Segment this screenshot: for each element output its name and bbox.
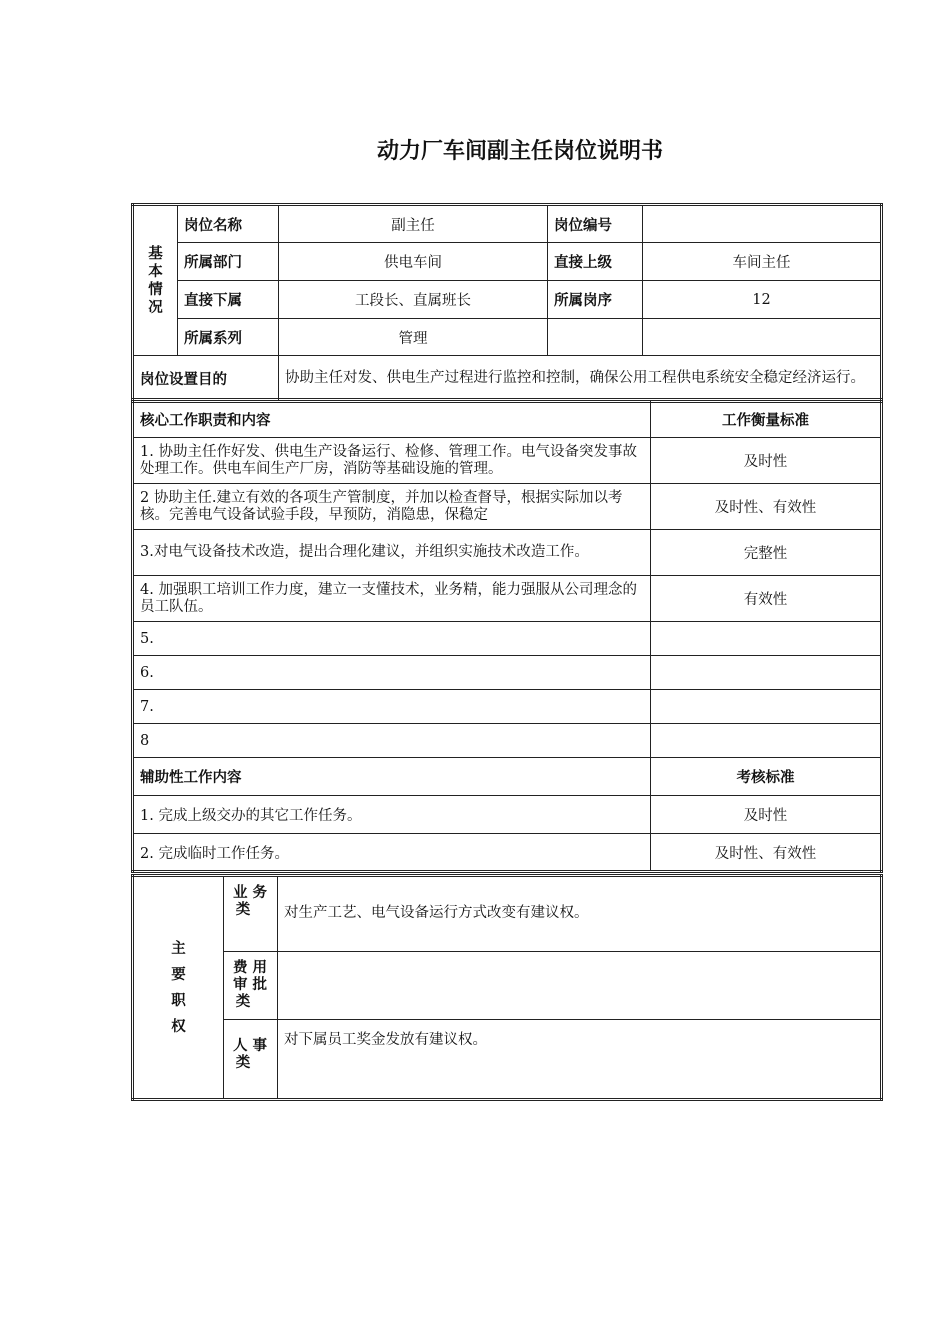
core-item-text: 3.对电气设备技术改造，提出合理化建议，并组织实施技术改造工作。 bbox=[133, 530, 651, 576]
core-item-text: 6. bbox=[133, 656, 651, 690]
field-label: 所属岗序 bbox=[548, 281, 643, 319]
core-item-row bbox=[133, 438, 882, 484]
field-value bbox=[643, 319, 882, 356]
authority-text bbox=[278, 952, 882, 1020]
authority-table bbox=[131, 874, 883, 1101]
core-item-text: 7. bbox=[133, 690, 651, 724]
field-label: 所属系列 bbox=[178, 319, 279, 356]
basic-row bbox=[133, 243, 882, 281]
basic-row bbox=[133, 281, 882, 319]
duties-table bbox=[131, 398, 883, 873]
field-label: 直接下属 bbox=[178, 281, 279, 319]
core-item-row bbox=[133, 690, 882, 724]
core-item-text: 8 bbox=[133, 724, 651, 758]
field-label: 岗位名称 bbox=[178, 205, 279, 243]
field-value bbox=[643, 205, 882, 243]
aux-header: 辅助性工作内容 bbox=[133, 758, 651, 796]
core-header-row bbox=[133, 400, 882, 438]
field-value: 副主任 bbox=[279, 205, 548, 243]
core-header: 核心工作职责和内容 bbox=[133, 400, 651, 438]
authority-section-label: 主 要 职 权 bbox=[133, 876, 224, 1100]
field-value: 管理 bbox=[279, 319, 548, 356]
authority-text: 对下属员工奖金发放有建议权。 bbox=[278, 1020, 882, 1100]
core-item-text: 4. 加强职工培训工作力度，建立一支懂技术，业务精，能力强服从公司理念的员工队伍。 bbox=[133, 576, 651, 622]
field-label: 直接上级 bbox=[548, 243, 643, 281]
core-item-row bbox=[133, 530, 882, 576]
basic-row bbox=[133, 205, 882, 243]
purpose-row bbox=[133, 356, 882, 402]
field-label bbox=[548, 319, 643, 356]
basic-section-label: 基 本 情 况 bbox=[133, 205, 178, 356]
core-item-row bbox=[133, 656, 882, 690]
core-item-standard bbox=[651, 656, 882, 690]
authority-row bbox=[133, 952, 882, 1020]
basic-info-table bbox=[131, 203, 883, 403]
purpose-label: 岗位设置目的 bbox=[133, 356, 279, 402]
core-item-standard: 有效性 bbox=[651, 576, 882, 622]
aux-item-standard: 及时性 bbox=[651, 796, 882, 834]
core-item-row bbox=[133, 484, 882, 530]
aux-item-text: 1. 完成上级交办的其它工作任务。 bbox=[133, 796, 651, 834]
aux-item-text: 2. 完成临时工作任务。 bbox=[133, 834, 651, 872]
field-value: 12 bbox=[643, 281, 882, 319]
core-item-row bbox=[133, 622, 882, 656]
authority-category: 人 事 类 bbox=[224, 1020, 278, 1100]
core-item-text: 2 协助主任.建立有效的各项生产管制度，并加以检查督导，根据实际加以考核。完善电气设备试验手段，早预防，消隐患，保稳定 bbox=[133, 484, 651, 530]
core-item-standard: 及时性 bbox=[651, 438, 882, 484]
aux-standard-header: 考核标准 bbox=[651, 758, 882, 796]
core-item-row bbox=[133, 724, 882, 758]
aux-item-row bbox=[133, 796, 882, 834]
field-value: 工段长、直属班长 bbox=[279, 281, 548, 319]
field-value: 车间主任 bbox=[643, 243, 882, 281]
page-title: 动力厂车间副主任岗位说明书 bbox=[376, 139, 663, 164]
core-item-row bbox=[133, 576, 882, 622]
core-item-standard: 完整性 bbox=[651, 530, 882, 576]
core-item-text: 5. bbox=[133, 622, 651, 656]
core-item-standard bbox=[651, 690, 882, 724]
aux-item-standard: 及时性、有效性 bbox=[651, 834, 882, 872]
authority-text: 对生产工艺、电气设备运行方式改变有建议权。 bbox=[278, 876, 882, 952]
core-item-standard bbox=[651, 622, 882, 656]
purpose-text: 协助主任对发、供电生产过程进行监控和控制，确保公用工程供电系统安全稳定经济运行。 bbox=[279, 356, 882, 402]
authority-row bbox=[133, 1020, 882, 1100]
authority-category: 业 务 类 bbox=[224, 876, 278, 952]
core-item-standard: 及时性、有效性 bbox=[651, 484, 882, 530]
field-label: 岗位编号 bbox=[548, 205, 643, 243]
authority-row bbox=[133, 876, 882, 952]
aux-item-row bbox=[133, 834, 882, 872]
core-standard-header: 工作衡量标准 bbox=[651, 400, 882, 438]
aux-header-row bbox=[133, 758, 882, 796]
basic-row bbox=[133, 319, 882, 356]
core-item-standard bbox=[651, 724, 882, 758]
authority-category: 费 用 审 批 类 bbox=[224, 952, 278, 1020]
field-value: 供电车间 bbox=[279, 243, 548, 281]
core-item-text: 1. 协助主任作好发、供电生产设备运行、检修、管理工作。电气设备突发事故处理工作。供电车间生产厂房，消防等基础设施的管理。 bbox=[133, 438, 651, 484]
field-label: 所属部门 bbox=[178, 243, 279, 281]
